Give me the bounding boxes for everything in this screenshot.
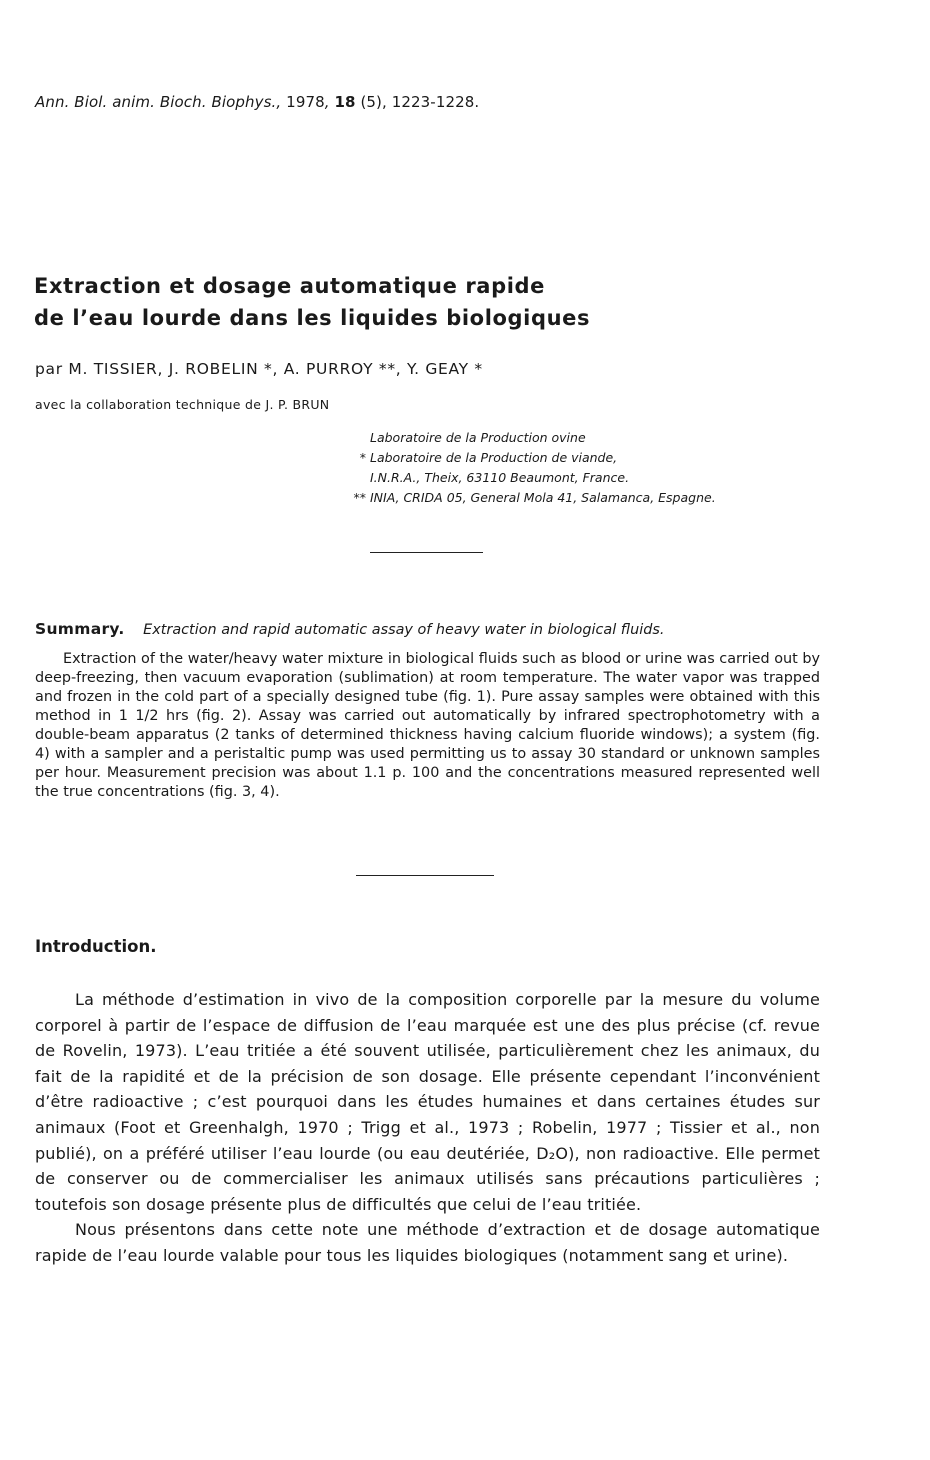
affiliation-mark: *: [359, 450, 366, 465]
title-line-2: de l’eau lourde dans les liquides biologiques: [34, 306, 591, 330]
journal-issue-pages: (5), 1223-1228.: [360, 93, 480, 111]
introduction-heading: Introduction.: [35, 937, 157, 956]
technical-collaboration: avec la collaboration technique de J. P. BRUN: [35, 397, 330, 412]
summary-heading: Summary.: [35, 620, 125, 638]
author-list: par M. TISSIER, J. ROBELIN *, A. PURROY **, Y. GEAY *: [35, 360, 483, 378]
divider-rule: [370, 552, 483, 553]
affiliation-mark: **: [353, 490, 366, 505]
summary-body: Extraction of the water/heavy water mixture in biological fluids such as blood or urine was carried out by deep-freezing, then vacuum evaporation (sublimation) at room temperature. The water vapor was trapped and frozen in the cold part of a specially designed tube (fig. 1). Pure assay samples were obtained with this method in 1 1/2 hrs (fig. 2). Assay was carried out automatically by infrared spectrophotometry with a double-beam apparatus (2 tanks of determined thickness having calcium fluoride windows); a system (fig. 4) with a sampler and a peristaltic pump was used permitting us to assay 30 standard or unknown samples per hour. Measurement precision was about 1.1 p. 100 and the concentrations measured represented well the true concentrations (fig. 3, 4).: [35, 651, 820, 800]
paper-title: [34, 270, 734, 334]
affiliations: [340, 428, 716, 508]
summary-section: [35, 620, 820, 802]
summary-subtitle: Extraction and rapid automatic assay of heavy water in biological fluids.: [143, 622, 665, 638]
affiliation-text: INIA, CRIDA 05, General Mola 41, Salamanca, Espagne.: [370, 490, 716, 505]
title-line-1: Extraction et dosage automatique rapide: [34, 274, 545, 298]
introduction-paragraph-2: Nous présentons dans cette note une méthode d’extraction et de dosage automatique rapide de l’eau lourde valable pour tous les liquides biologiques (notamment sang et urine).: [35, 1220, 820, 1265]
journal-volume: 18: [334, 93, 356, 111]
affiliation-line: [340, 468, 716, 488]
affiliation-line: [340, 488, 716, 508]
introduction-paragraph-1: La méthode d’estimation in vivo de la composition corporelle par la mesure du volume corporel à partir de l’espace de diffusion de l’eau marquée est une des plus précise (cf. revue de Rovelin, 1973). L’eau tritiée a été souvent utilisée, particulièrement chez les animaux, du fait de la rapidité et de la précision de son dosage. Elle présente cependant l’inconvénient d’être radioactive ; c’est pourquoi dans les études humaines et dans certaines études sur animaux (Foot et Greenhalgh, 1970 ; Trigg et al., 1973 ; Robelin, 1977 ; Tissier et al., non publié), on a préféré utiliser l’eau lourde (ou eau deutériée, D₂O), non radioactive. Elle permet de conserver ou de commercialiser les animaux utilisés sans précautions particulières ; toutefois son dosage présente plus de difficultés que celui de l’eau tritiée.: [35, 990, 820, 1214]
affiliation-text: Laboratoire de la Production de viande,: [370, 450, 618, 465]
affiliation-text: I.N.R.A., Theix, 63110 Beaumont, France.: [370, 470, 630, 485]
journal-abbrev: Ann. Biol. anim. Bioch. Biophys.: [35, 93, 277, 111]
journal-year: 1978: [286, 93, 325, 111]
divider-rule: [356, 875, 494, 876]
affiliation-text: Laboratoire de la Production ovine: [370, 430, 586, 445]
summary-header: [35, 620, 820, 640]
journal-citation: Ann. Biol. anim. Bioch. Biophys., 1978, 18 (5), 1223-1228.: [35, 93, 480, 111]
affiliation-line: [340, 448, 716, 468]
affiliation-line: [340, 428, 716, 448]
introduction-body: [35, 987, 820, 1269]
